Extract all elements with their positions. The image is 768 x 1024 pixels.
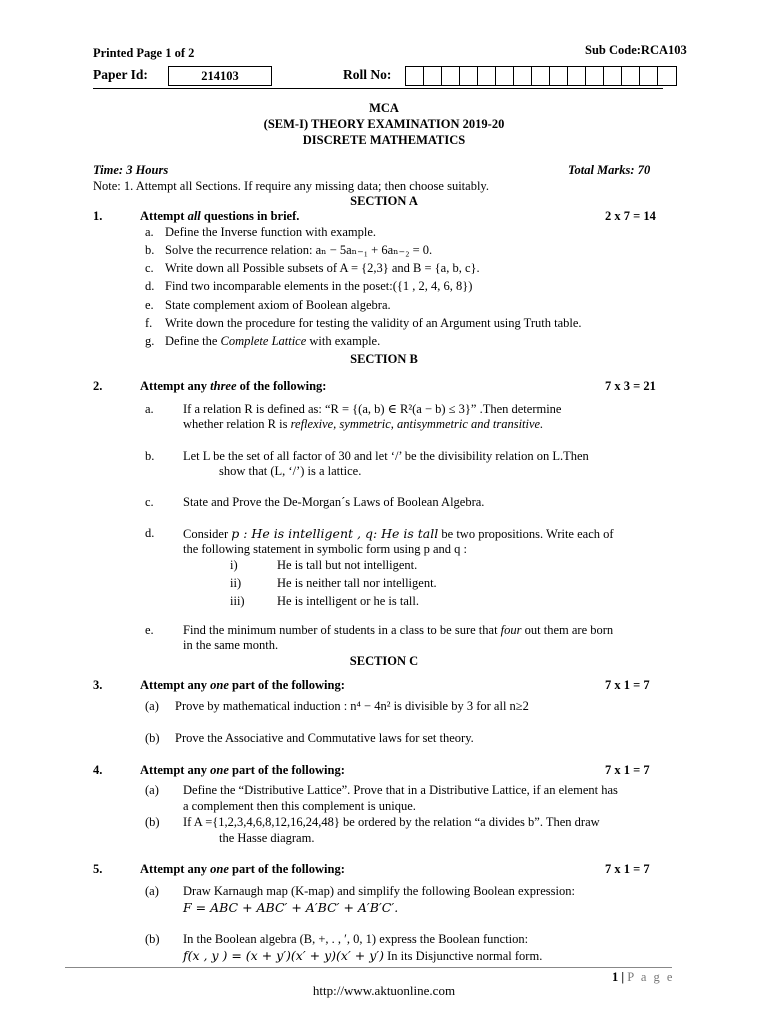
roll-cell <box>460 67 478 85</box>
q1-b-label: b. <box>145 243 155 257</box>
q2-d-i-label: i) <box>230 558 238 572</box>
q2-d-line1: Consider p : He is intelligent , q: He is tall be two propositions. Write each of <box>183 526 614 541</box>
q4-b-line2: the Hasse diagram. <box>219 831 315 845</box>
q3-marks: 7 x 1 = 7 <box>605 678 650 692</box>
q2-d-ii-text: He is neither tall nor intelligent. <box>277 576 437 590</box>
q5-a-line1: Draw Karnaugh map (K-map) and simplify the following Boolean expression: <box>183 884 575 898</box>
q3-instruction: Attempt any one part of the following: <box>140 678 345 692</box>
roll-cell <box>478 67 496 85</box>
q3-b-text: Prove the Associative and Commutative laws for set theory. <box>175 731 474 745</box>
q1-d-text: Find two incomparable elements in the poset:({1 , 2, 4, 6, 8}) <box>165 279 473 293</box>
roll-cell <box>658 67 676 85</box>
roll-cell <box>424 67 442 85</box>
q2-d-i-text: He is tall but not intelligent. <box>277 558 418 572</box>
q2-a-label: a. <box>145 402 154 416</box>
section-c-heading: SECTION C <box>349 654 419 668</box>
q1-c-text: Write down all Possible subsets of A = {2,3} and B = {a, b, c}. <box>165 261 480 275</box>
page-number: 1 | P a g e <box>612 970 675 984</box>
q5-b-line1: In the Boolean algebra (B, +, . , ′, 0, 1) express the Boolean function: <box>183 932 529 946</box>
q2-number: 2. <box>93 379 103 393</box>
footer-url[interactable]: http://www.aktuonline.com <box>312 983 456 998</box>
q5-instruction: Attempt any one part of the following: <box>140 862 345 876</box>
q1-a-label: a. <box>145 225 154 239</box>
q5-marks: 7 x 1 = 7 <box>605 862 650 876</box>
printed-page-text: Printed Page 1 of 2 <box>93 46 195 60</box>
roll-cell <box>532 67 550 85</box>
q2-c-label: c. <box>145 495 154 509</box>
q1-c-label: c. <box>145 261 154 275</box>
time-text: Time: 3 Hours <box>93 163 169 177</box>
q2-marks: 7 x 3 = 21 <box>605 379 656 393</box>
q2-d-line2: the following statement in symbolic form using p and q : <box>183 542 467 556</box>
roll-no-grid <box>405 66 677 86</box>
q5-number: 5. <box>93 862 103 876</box>
q2-d-iii-text: He is intelligent or he is tall. <box>277 594 419 608</box>
q1-b-text: Solve the recurrence relation: aₙ − 5aₙ₋₁ + 6aₙ₋₂ = 0. <box>165 243 433 257</box>
q3-number: 3. <box>93 678 103 692</box>
program-title: MCA <box>369 101 399 115</box>
q1-g-label: g. <box>145 334 155 348</box>
subject-title: DISCRETE MATHEMATICS <box>302 133 466 147</box>
roll-cell <box>514 67 532 85</box>
q5-b-label: (b) <box>145 932 160 946</box>
q2-d-ii-label: ii) <box>230 576 242 590</box>
roll-cell <box>622 67 640 85</box>
q2-a-line2: whether relation R is reflexive, symmetric, antisymmetric and transitive. <box>183 417 544 431</box>
q2-e-line2: in the same month. <box>183 638 279 652</box>
q4-number: 4. <box>93 763 103 777</box>
roll-cell <box>406 67 424 85</box>
q4-a-label: (a) <box>145 783 159 797</box>
q4-b-line1: If A ={1,2,3,4,6,8,12,16,24,48} be ordered by the relation “a divides b”. Then draw <box>183 815 600 829</box>
q1-f-label: f. <box>145 316 153 330</box>
q3-b-label: (b) <box>145 731 160 745</box>
q2-e-line1: Find the minimum number of students in a class to be sure that four out them are born <box>183 623 614 637</box>
q4-instruction: Attempt any one part of the following: <box>140 763 345 777</box>
q3-a-text: Prove by mathematical induction : n⁴ − 4n² is divisible by 3 for all n≥2 <box>175 699 529 713</box>
q4-a-line1: Define the “Distributive Lattice”. Prove that in a Distributive Lattice, if an element has <box>183 783 618 797</box>
q1-d-label: d. <box>145 279 155 293</box>
footer-rule <box>65 967 672 968</box>
roll-cell <box>496 67 514 85</box>
q2-b-label: b. <box>145 449 155 463</box>
q3-a-label: (a) <box>145 699 159 713</box>
q2-c-text: State and Prove the De-Morgan´s Laws of Boolean Algebra. <box>183 495 485 509</box>
exam-title: (SEM-I) THEORY EXAMINATION 2019-20 <box>263 117 505 131</box>
q5-a-label: (a) <box>145 884 159 898</box>
roll-cell <box>442 67 460 85</box>
header-rule <box>93 88 663 89</box>
q1-e-text: State complement axiom of Boolean algebra. <box>165 298 391 312</box>
q1-a-text: Define the Inverse function with example. <box>165 225 377 239</box>
roll-no-label: Roll No: <box>343 67 392 82</box>
section-a-heading: SECTION A <box>350 194 418 208</box>
q2-a-line1: If a relation R is defined as: “R = {(a, b) ∈ R²(a − b) ≤ 3}” .Then determine <box>183 402 562 416</box>
paper-id-label: Paper Id: <box>93 67 148 82</box>
roll-cell <box>640 67 658 85</box>
q4-b-label: (b) <box>145 815 160 829</box>
q1-g-text: Define the Complete Lattice with example. <box>165 334 381 348</box>
q1-number: 1. <box>93 209 103 223</box>
q2-e-label: e. <box>145 623 154 637</box>
roll-cell <box>568 67 586 85</box>
q2-b-line1: Let L be the set of all factor of 30 and let ‘/’ be the divisibility relation on L.Then <box>183 449 589 463</box>
q1-f-text: Write down the procedure for testing the validity of an Argument using Truth table. <box>165 316 582 330</box>
roll-cell <box>604 67 622 85</box>
q4-a-line2: a complement then this complement is unique. <box>183 799 416 813</box>
paper-id-box: 214103 <box>168 66 272 86</box>
roll-cell <box>550 67 568 85</box>
total-marks-text: Total Marks: 70 <box>568 163 651 177</box>
roll-cell <box>586 67 604 85</box>
q2-d-iii-label: iii) <box>230 594 245 608</box>
q2-d-label: d. <box>145 526 155 540</box>
q1-marks: 2 x 7 = 14 <box>605 209 656 223</box>
q4-marks: 7 x 1 = 7 <box>605 763 650 777</box>
q1-e-label: e. <box>145 298 154 312</box>
q2-b-line2: show that (L, ‘/’) is a lattice. <box>219 464 362 478</box>
section-b-heading: SECTION B <box>350 352 418 366</box>
q5-b-line2: f(x , y ) = (x + y′)(x′ + y)(x′ + y′) In its Disjunctive normal form. <box>183 948 543 963</box>
sub-code-text: Sub Code:RCA103 <box>585 43 687 57</box>
q1-instruction: Attempt all questions in brief. <box>140 209 300 223</box>
note-text: Note: 1. Attempt all Sections. If require any missing data; then choose suitably. <box>93 179 489 193</box>
q5-a-expression: F = ABC + ABC′ + A′BC′ + A′B′C′. <box>183 900 399 915</box>
q2-instruction: Attempt any three of the following: <box>140 379 327 393</box>
side-watermark <box>0 452 1 555</box>
